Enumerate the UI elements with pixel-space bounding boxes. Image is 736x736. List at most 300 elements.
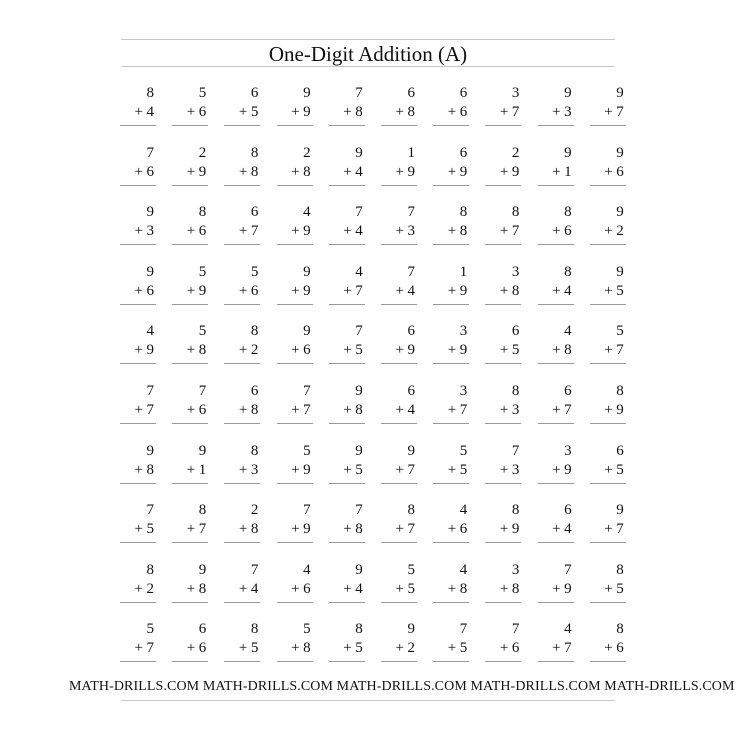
addition-problem xyxy=(538,140,572,188)
plus-sign: + xyxy=(447,282,457,299)
addend-top: 9 xyxy=(407,442,415,459)
addend-bottom: 9 xyxy=(511,521,520,538)
plus-sign: + xyxy=(447,342,457,359)
answer-line xyxy=(538,602,574,603)
addend-bottom: 8 xyxy=(250,402,259,418)
answer-line xyxy=(538,185,574,186)
addend-top: 8 xyxy=(459,204,468,221)
addend-bottom: 6 xyxy=(198,223,207,240)
addition-problem xyxy=(172,259,206,307)
addend-bottom-row xyxy=(291,341,311,359)
plus-sign: + xyxy=(186,521,196,538)
plus-sign: + xyxy=(499,461,509,478)
addend-top: 5 xyxy=(616,323,624,340)
addend-bottom: 9 xyxy=(198,282,207,299)
plus-sign: + xyxy=(604,461,613,478)
addend-bottom: 9 xyxy=(511,163,520,180)
answer-line xyxy=(172,244,208,245)
addend-bottom-row xyxy=(239,520,259,538)
addend-top: 4 xyxy=(459,502,468,519)
answer-line xyxy=(590,483,626,484)
addition-problem xyxy=(329,318,363,366)
addend-top: 8 xyxy=(250,323,259,340)
answer-line xyxy=(224,363,260,364)
addition-problem xyxy=(172,199,206,247)
addend-top: 6 xyxy=(459,144,468,161)
answer-line xyxy=(224,542,260,543)
plus-sign: + xyxy=(134,402,143,418)
addend-bottom: 8 xyxy=(250,163,259,180)
answer-line xyxy=(538,125,574,126)
plus-sign: + xyxy=(343,342,352,359)
plus-sign: + xyxy=(604,282,613,299)
addend-top: 7 xyxy=(407,204,415,221)
plus-sign: + xyxy=(552,223,561,240)
addend-bottom: 6 xyxy=(459,521,468,538)
addend-bottom-row xyxy=(604,401,624,419)
addend-top: 9 xyxy=(198,561,207,578)
addend-bottom-row xyxy=(343,401,363,419)
addend-bottom-row xyxy=(187,341,207,359)
addend-bottom: 9 xyxy=(303,223,311,240)
addend-bottom-row xyxy=(604,520,624,538)
answer-line xyxy=(381,304,417,305)
addend-top: 5 xyxy=(303,442,311,459)
addition-problem xyxy=(381,140,415,188)
plus-sign: + xyxy=(552,163,561,180)
plus-sign: + xyxy=(343,640,352,657)
answer-line xyxy=(172,483,208,484)
answer-line xyxy=(329,542,365,543)
plus-sign: + xyxy=(499,104,509,120)
addend-bottom: 7 xyxy=(616,521,624,538)
addend-bottom: 9 xyxy=(303,282,311,299)
addition-problem xyxy=(277,80,311,128)
answer-line xyxy=(485,542,521,543)
addition-problem xyxy=(433,80,467,128)
plus-sign: + xyxy=(134,342,143,359)
addend-bottom-row xyxy=(396,163,416,181)
plus-sign: + xyxy=(447,104,457,120)
addend-top: 7 xyxy=(250,561,259,578)
answer-line xyxy=(590,125,626,126)
addition-problem xyxy=(224,616,258,664)
answer-line xyxy=(329,423,365,424)
addend-top: 8 xyxy=(511,204,520,221)
addend-top: 6 xyxy=(564,502,572,519)
plus-sign: + xyxy=(552,521,561,538)
addend-bottom-row xyxy=(604,639,624,657)
answer-line xyxy=(120,185,156,186)
addend-bottom-row xyxy=(239,163,259,181)
addend-top: 2 xyxy=(250,502,259,519)
plus-sign: + xyxy=(447,580,457,597)
answer-line xyxy=(277,423,313,424)
addend-bottom-row xyxy=(291,222,311,240)
addend-bottom-row xyxy=(291,520,311,538)
addend-bottom-row xyxy=(291,282,311,300)
answer-line xyxy=(172,125,208,126)
addend-bottom-row xyxy=(552,580,572,598)
addend-bottom: 8 xyxy=(459,580,468,597)
addend-top: 2 xyxy=(303,144,311,161)
answer-line xyxy=(120,244,156,245)
addition-problem xyxy=(224,259,258,307)
addend-top: 5 xyxy=(303,621,311,638)
addend-top: 4 xyxy=(146,323,154,340)
answer-line xyxy=(329,244,365,245)
answer-line xyxy=(277,602,313,603)
addition-problem xyxy=(277,140,311,188)
addition-problem xyxy=(329,616,363,664)
addend-bottom-row xyxy=(343,520,363,538)
plus-sign: + xyxy=(343,104,352,120)
addend-bottom-row xyxy=(187,163,207,181)
addend-bottom: 8 xyxy=(303,640,311,657)
answer-line xyxy=(120,483,156,484)
plus-sign: + xyxy=(552,342,561,359)
addend-top: 9 xyxy=(146,442,154,459)
plus-sign: + xyxy=(186,342,196,359)
addition-problem xyxy=(277,378,311,426)
addend-bottom-row xyxy=(396,580,416,598)
addend-bottom-row xyxy=(448,580,468,598)
addend-bottom: 6 xyxy=(198,104,207,120)
addition-problem xyxy=(590,557,624,605)
addition-problem xyxy=(120,557,154,605)
answer-line xyxy=(120,363,156,364)
addend-bottom: 9 xyxy=(303,104,311,120)
plus-sign: + xyxy=(604,342,613,359)
addend-top: 3 xyxy=(564,442,572,459)
addend-bottom-row xyxy=(500,639,520,657)
addend-bottom-row xyxy=(396,520,416,538)
answer-line xyxy=(172,185,208,186)
plus-sign: + xyxy=(291,521,300,538)
answer-line xyxy=(224,483,260,484)
addend-bottom: 5 xyxy=(616,282,624,299)
addend-top: 5 xyxy=(459,442,468,459)
addend-bottom: 8 xyxy=(198,342,207,359)
answer-line xyxy=(329,125,365,126)
plus-sign: + xyxy=(395,580,404,597)
plus-sign: + xyxy=(604,104,613,120)
addition-problem xyxy=(590,259,624,307)
addend-top: 8 xyxy=(250,442,259,459)
answer-line xyxy=(224,185,260,186)
answer-line xyxy=(485,363,521,364)
addition-problem xyxy=(277,616,311,664)
answer-line xyxy=(485,661,521,662)
addend-top: 8 xyxy=(198,204,207,221)
addend-top: 5 xyxy=(250,263,259,280)
addend-bottom-row xyxy=(552,282,572,300)
addend-bottom: 9 xyxy=(303,521,311,538)
plus-sign: + xyxy=(134,640,143,657)
plus-sign: + xyxy=(552,580,561,597)
answer-line xyxy=(329,185,365,186)
addition-problem xyxy=(277,497,311,545)
addition-problem xyxy=(381,557,415,605)
addition-problem xyxy=(120,199,154,247)
answer-line xyxy=(485,304,521,305)
addend-top: 9 xyxy=(146,263,154,280)
addition-problem xyxy=(590,438,624,486)
addend-top: 9 xyxy=(564,144,572,161)
addend-top: 5 xyxy=(198,263,207,280)
plus-sign: + xyxy=(186,461,196,478)
addition-problem xyxy=(172,557,206,605)
addend-top: 9 xyxy=(616,204,624,221)
plus-sign: + xyxy=(499,640,509,657)
footer-rule xyxy=(121,700,615,701)
addend-top: 9 xyxy=(616,85,624,101)
addend-bottom-row xyxy=(552,222,572,240)
answer-line xyxy=(224,244,260,245)
answer-line xyxy=(329,304,365,305)
plus-sign: + xyxy=(186,402,196,418)
plus-sign: + xyxy=(343,402,352,418)
addend-bottom-row xyxy=(135,341,155,359)
addend-bottom-row xyxy=(500,520,520,538)
addition-problem xyxy=(485,140,519,188)
addition-problem xyxy=(172,140,206,188)
answer-line xyxy=(590,423,626,424)
plus-sign: + xyxy=(604,163,613,180)
addend-bottom: 6 xyxy=(459,104,468,120)
addition-problem xyxy=(329,497,363,545)
addend-top: 4 xyxy=(355,263,363,280)
addend-bottom-row xyxy=(239,103,259,121)
answer-line xyxy=(277,542,313,543)
addend-bottom-row xyxy=(187,282,207,300)
plus-sign: + xyxy=(395,521,404,538)
addition-problem xyxy=(590,80,624,128)
addition-problem xyxy=(329,438,363,486)
addend-top: 7 xyxy=(146,502,154,519)
addition-problem xyxy=(590,140,624,188)
addend-bottom: 8 xyxy=(564,342,572,359)
addend-bottom-row xyxy=(500,282,520,300)
answer-line xyxy=(538,661,574,662)
plus-sign: + xyxy=(499,223,509,240)
plus-sign: + xyxy=(291,104,300,120)
addition-problem xyxy=(538,259,572,307)
plus-sign: + xyxy=(343,163,352,180)
addend-bottom-row xyxy=(552,103,572,121)
addend-top: 8 xyxy=(198,502,207,519)
answer-line xyxy=(433,483,469,484)
addend-bottom-row xyxy=(396,461,416,479)
addend-bottom: 9 xyxy=(564,580,572,597)
plus-sign: + xyxy=(552,282,561,299)
addend-top: 7 xyxy=(355,85,363,101)
addend-bottom: 6 xyxy=(146,163,154,180)
plus-sign: + xyxy=(291,342,300,359)
addend-top: 9 xyxy=(355,144,363,161)
addend-top: 6 xyxy=(564,383,572,399)
plus-sign: + xyxy=(291,282,300,299)
addend-bottom-row xyxy=(135,520,155,538)
addend-bottom: 6 xyxy=(303,580,311,597)
plus-sign: + xyxy=(395,104,404,120)
plus-sign: + xyxy=(134,461,143,478)
addition-problem xyxy=(538,616,572,664)
addend-bottom-row xyxy=(135,401,155,419)
plus-sign: + xyxy=(395,282,404,299)
answer-line xyxy=(120,602,156,603)
addition-problem xyxy=(485,259,519,307)
addition-problem xyxy=(433,497,467,545)
addend-bottom-row xyxy=(239,461,259,479)
footer xyxy=(69,677,735,699)
title-bottom-rule xyxy=(121,66,615,67)
addend-bottom: 4 xyxy=(250,580,259,597)
answer-line xyxy=(329,363,365,364)
answer-line xyxy=(590,661,626,662)
addend-bottom: 5 xyxy=(459,461,468,478)
addend-top: 4 xyxy=(564,323,572,340)
addend-bottom: 1 xyxy=(564,163,572,180)
addend-bottom-row xyxy=(448,341,468,359)
answer-line xyxy=(433,602,469,603)
plus-sign: + xyxy=(238,342,248,359)
addend-top: 4 xyxy=(564,621,572,638)
addend-bottom: 8 xyxy=(511,580,520,597)
plus-sign: + xyxy=(447,163,457,180)
answer-line xyxy=(224,423,260,424)
addend-bottom-row xyxy=(500,461,520,479)
addition-problem xyxy=(485,616,519,664)
addend-bottom-row xyxy=(291,103,311,121)
plus-sign: + xyxy=(604,640,613,657)
addend-top: 8 xyxy=(511,383,520,399)
answer-line xyxy=(381,542,417,543)
addend-bottom-row xyxy=(500,580,520,598)
plus-sign: + xyxy=(134,580,143,597)
addend-top: 7 xyxy=(303,502,311,519)
addend-bottom: 8 xyxy=(407,104,415,120)
addend-bottom-row xyxy=(448,461,468,479)
addend-bottom-row xyxy=(604,341,624,359)
addend-top: 3 xyxy=(511,85,520,101)
addend-bottom: 7 xyxy=(511,104,520,120)
addend-bottom: 2 xyxy=(616,223,624,240)
addition-problem xyxy=(120,497,154,545)
addend-bottom: 7 xyxy=(146,402,154,418)
addition-problem xyxy=(329,140,363,188)
addend-top: 5 xyxy=(198,85,207,101)
plus-sign: + xyxy=(499,163,509,180)
addend-top: 8 xyxy=(146,561,154,578)
addend-bottom: 6 xyxy=(616,640,624,657)
addend-bottom-row xyxy=(187,461,207,479)
addend-bottom: 9 xyxy=(616,402,624,418)
addend-bottom-row xyxy=(552,341,572,359)
addend-top: 7 xyxy=(198,383,207,399)
answer-line xyxy=(538,542,574,543)
addend-top: 6 xyxy=(616,442,624,459)
addend-bottom-row xyxy=(448,520,468,538)
addend-top: 7 xyxy=(511,442,520,459)
addend-bottom: 9 xyxy=(407,163,415,180)
addend-top: 7 xyxy=(355,502,363,519)
addend-bottom-row xyxy=(187,639,207,657)
plus-sign: + xyxy=(447,521,457,538)
addition-problem xyxy=(538,557,572,605)
addition-problem xyxy=(485,80,519,128)
answer-line xyxy=(381,125,417,126)
answer-line xyxy=(538,304,574,305)
addend-bottom: 7 xyxy=(303,402,311,418)
addition-problem xyxy=(277,318,311,366)
plus-sign: + xyxy=(238,104,248,120)
addition-problem xyxy=(172,438,206,486)
addend-bottom: 9 xyxy=(198,163,207,180)
addition-problem xyxy=(433,259,467,307)
addition-problem xyxy=(590,199,624,247)
addend-bottom: 9 xyxy=(146,342,154,359)
addend-top: 7 xyxy=(146,383,154,399)
addition-problem xyxy=(381,199,415,247)
addend-bottom-row xyxy=(187,520,207,538)
addend-top: 7 xyxy=(407,263,415,280)
plus-sign: + xyxy=(552,104,561,120)
addend-top: 7 xyxy=(564,561,572,578)
addend-top: 9 xyxy=(146,204,154,221)
addition-problem xyxy=(538,497,572,545)
addend-top: 9 xyxy=(355,561,363,578)
addition-problem xyxy=(329,80,363,128)
addend-bottom: 8 xyxy=(250,521,259,538)
addition-problem xyxy=(485,318,519,366)
addend-bottom: 9 xyxy=(303,461,311,478)
addend-bottom: 6 xyxy=(198,402,207,418)
addend-bottom-row xyxy=(604,580,624,598)
plus-sign: + xyxy=(238,402,248,418)
addition-problem xyxy=(381,616,415,664)
problem-grid xyxy=(121,80,624,670)
addend-bottom-row xyxy=(343,639,363,657)
answer-line xyxy=(224,661,260,662)
addend-bottom: 3 xyxy=(511,461,520,478)
addition-problem xyxy=(485,378,519,426)
addition-problem xyxy=(172,497,206,545)
addend-top: 9 xyxy=(564,85,572,101)
answer-line xyxy=(277,304,313,305)
addend-top: 7 xyxy=(511,621,520,638)
answer-line xyxy=(590,185,626,186)
addition-problem xyxy=(224,378,258,426)
addend-bottom-row xyxy=(291,461,311,479)
addend-bottom-row xyxy=(500,103,520,121)
answer-line xyxy=(381,602,417,603)
addend-bottom-row xyxy=(135,103,155,121)
addend-bottom-row xyxy=(500,401,520,419)
addend-top: 5 xyxy=(407,561,415,578)
addition-problem xyxy=(277,199,311,247)
answer-line xyxy=(120,661,156,662)
addend-bottom-row xyxy=(500,222,520,240)
addend-bottom: 4 xyxy=(407,402,415,418)
answer-line xyxy=(277,244,313,245)
addend-bottom-row xyxy=(135,282,155,300)
addend-top: 2 xyxy=(511,144,520,161)
addend-top: 6 xyxy=(250,204,259,221)
addition-problem xyxy=(538,318,572,366)
plus-sign: + xyxy=(604,521,613,538)
answer-line xyxy=(538,483,574,484)
